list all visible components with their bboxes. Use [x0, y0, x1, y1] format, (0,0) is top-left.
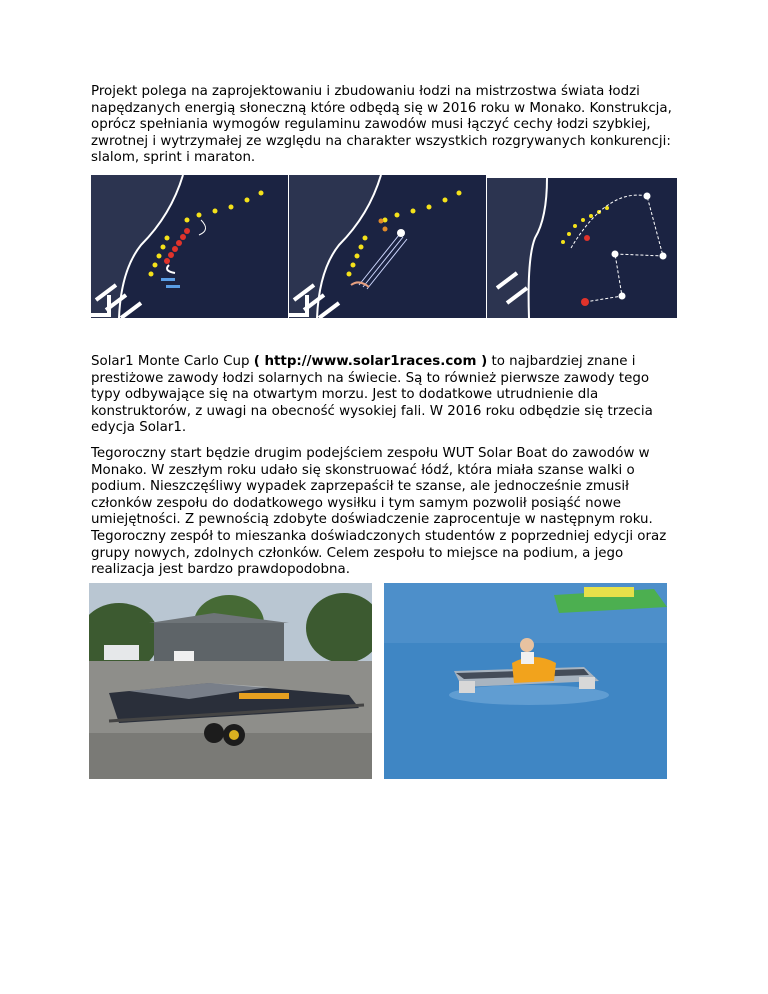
solar1-paragraph [91, 354, 681, 437]
team-paragraph: Tegoroczny start będzie drugim podejściem zespołu WUT Solar Boat do zawodów w Monako. W zeszłym roku udało się skonstruować łódź, która miała szanse walki o podium. Nieszczęśliwy wypadek zaprzepaścił te szanse, ale jednocześnie zmusił członków zespołu do dodatkowego wysiłku i tym samym pozwolił posiąść nowe umiejętności. Z pewnością zdobyte doświadczenie zaprocentuje w następnym roku. Tegoroczny zespół to mieszanka doświadczonych studentów z poprzedniej edycji oraz grupy nowych, zdolnych członków. Celem zespołu to miejsce na podium, a jego realizacja jest bardzo prawdopodobna. [91, 446, 667, 578]
course-map-slalom [91, 175, 288, 318]
boat-on-water-photo [384, 583, 667, 779]
course-map-sprint [289, 175, 486, 318]
solar1-text-after: to najbardziej znane i prestiżowe zawody łodzi solarnych na świecie. Są to również pierwsze zawody tego typy odbywające się na otwartym morzu. Jest to dodatkowe utrudnienie dla konstruktorów, z uwagi na obecność wysokiej fali. W 2016 roku odbędzie się trzecia edycja Solar1. [91, 354, 653, 436]
solar1-link[interactable]: ( http://www.solar1races.com ) [253, 354, 488, 369]
boat-on-trailer-photo [89, 583, 372, 779]
intro-paragraph: Projekt polega na zaprojektowaniu i zbudowaniu łodzi na mistrzostwa świata łodzi napędzanych energią słoneczną które odbędą się w 2016 roku w Monako. Konstrukcja, oprócz spełniania wymogów regulaminu zawodów musi łączyć cechy łodzi szybkiej, zwrotnej i wytrzymałej ze względu na charakter wszystkich rozgrywanych konkurencji: slalom, sprint i maraton. [91, 84, 672, 166]
solar1-text-before: Solar1 Monte Carlo Cup [91, 354, 254, 369]
course-map-marathon [487, 178, 677, 318]
